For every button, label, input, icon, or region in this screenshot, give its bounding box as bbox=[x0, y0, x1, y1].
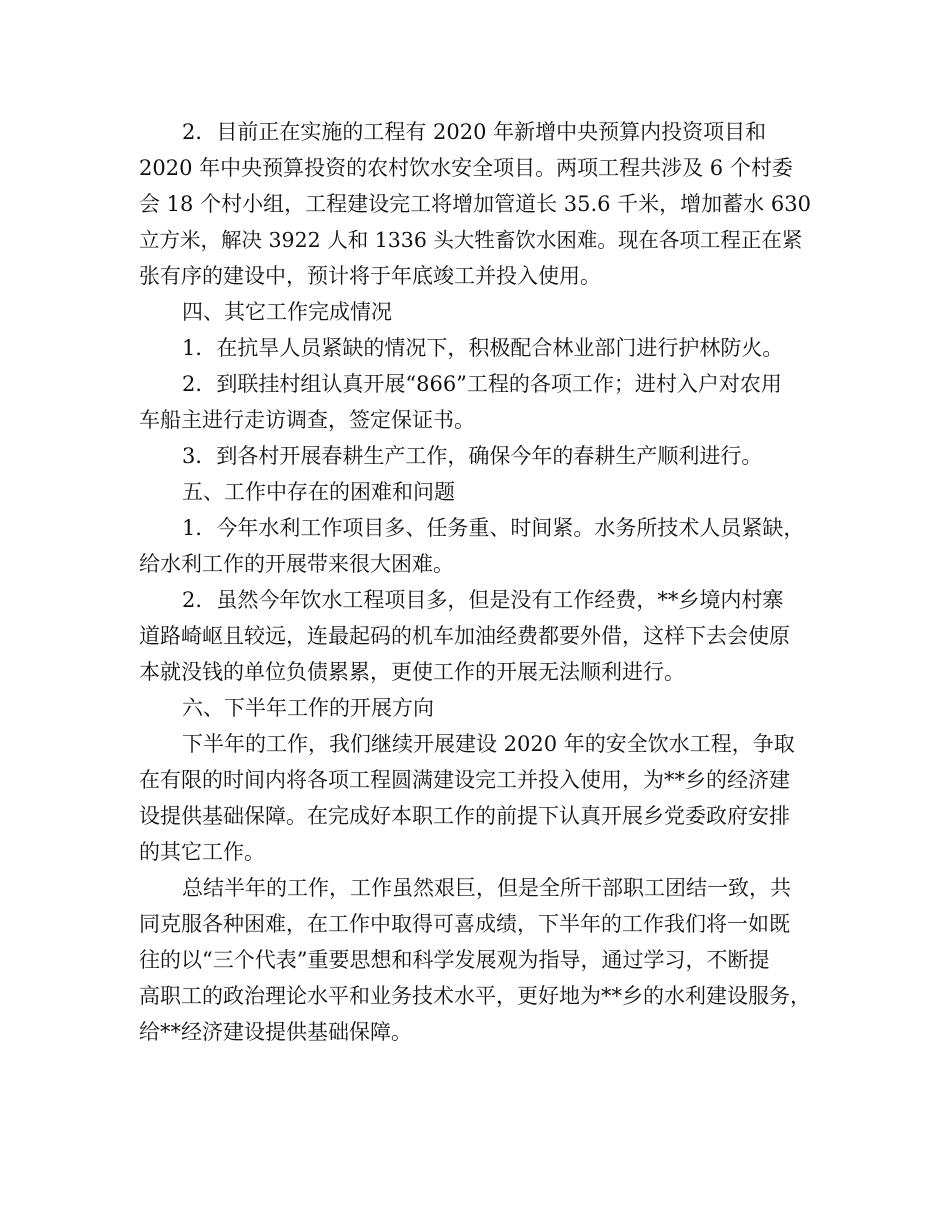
text-line: 总结半年的工作，工作虽然艰巨，但是全所干部职工团结一致，共 bbox=[182, 876, 791, 900]
text-line: 道路崎岖且较远，连最起码的机车加油经费都要外借，这样下去会使原 bbox=[139, 624, 790, 648]
text-line: 往的以“三个代表”重要思想和科学发展观为指导，通过学习，不断提 bbox=[139, 948, 770, 972]
text-line: 2．到联挂村组认真开展“866”工程的各项工作；进村入户对农用 bbox=[182, 372, 782, 396]
text-line: 3．到各村开展春耕生产工作，确保今年的春耕生产顺利进行。 bbox=[182, 444, 763, 468]
text-line: 立方米，解决 3922 人和 1336 头大牲畜饮水困难。现在各项工程正在紧 bbox=[139, 228, 803, 252]
text-line: 1．在抗旱人员紧缺的情况下，积极配合林业部门进行护林防火。 bbox=[182, 336, 784, 360]
document-body bbox=[139, 114, 815, 1050]
text-line: 1．今年水利工作项目多、任务重、时间紧。水务所技术人员紧缺， bbox=[182, 516, 805, 540]
text-line: 给水利工作的开展带来很大困难。 bbox=[139, 552, 454, 576]
text-line: 四、其它工作完成情况 bbox=[182, 300, 392, 324]
text-line: 车船主进行走访调查，签定保证书。 bbox=[139, 408, 475, 432]
text-line: 张有序的建设中，预计将于年底竣工并投入使用。 bbox=[139, 264, 601, 288]
text-line: 高职工的政治理论水平和业务技术水平，更好地为**乡的水利建设服务， bbox=[139, 984, 811, 1008]
text-line: 2．目前正在实施的工程有 2020 年新增中央预算内投资项目和 bbox=[182, 120, 767, 144]
text-line: 在有限的时间内将各项工程圆满建设完工并投入使用，为**乡的经济建 bbox=[139, 768, 790, 792]
text-line: 2020 年中央预算投资的农村饮水安全项目。两项工程共涉及 6 个村委 bbox=[139, 156, 793, 180]
text-line: 设提供基础保障。在完成好本职工作的前提下认真开展乡党委政府安排 bbox=[139, 804, 790, 828]
text-line: 2．虽然今年饮水工程项目多，但是没有工作经费，**乡境内村寨 bbox=[182, 588, 784, 612]
text-line: 六、下半年工作的开展方向 bbox=[182, 696, 434, 720]
text-line: 同克服各种困难，在工作中取得可喜成绩，下半年的工作我们将一如既 bbox=[139, 912, 790, 936]
text-line: 五、工作中存在的困难和问题 bbox=[182, 480, 455, 504]
text-line: 下半年的工作，我们继续开展建设 2020 年的安全饮水工程，争取 bbox=[182, 732, 795, 756]
text-line: 给**经济建设提供基础保障。 bbox=[139, 1020, 412, 1044]
text-line: 的其它工作。 bbox=[139, 840, 265, 864]
text-line: 本就没钱的单位负债累累，更使工作的开展无法顺利进行。 bbox=[139, 660, 685, 684]
text-line: 会 18 个村小组，工程建设完工将增加管道长 35.6 千米，增加蓄水 630 bbox=[139, 192, 811, 216]
